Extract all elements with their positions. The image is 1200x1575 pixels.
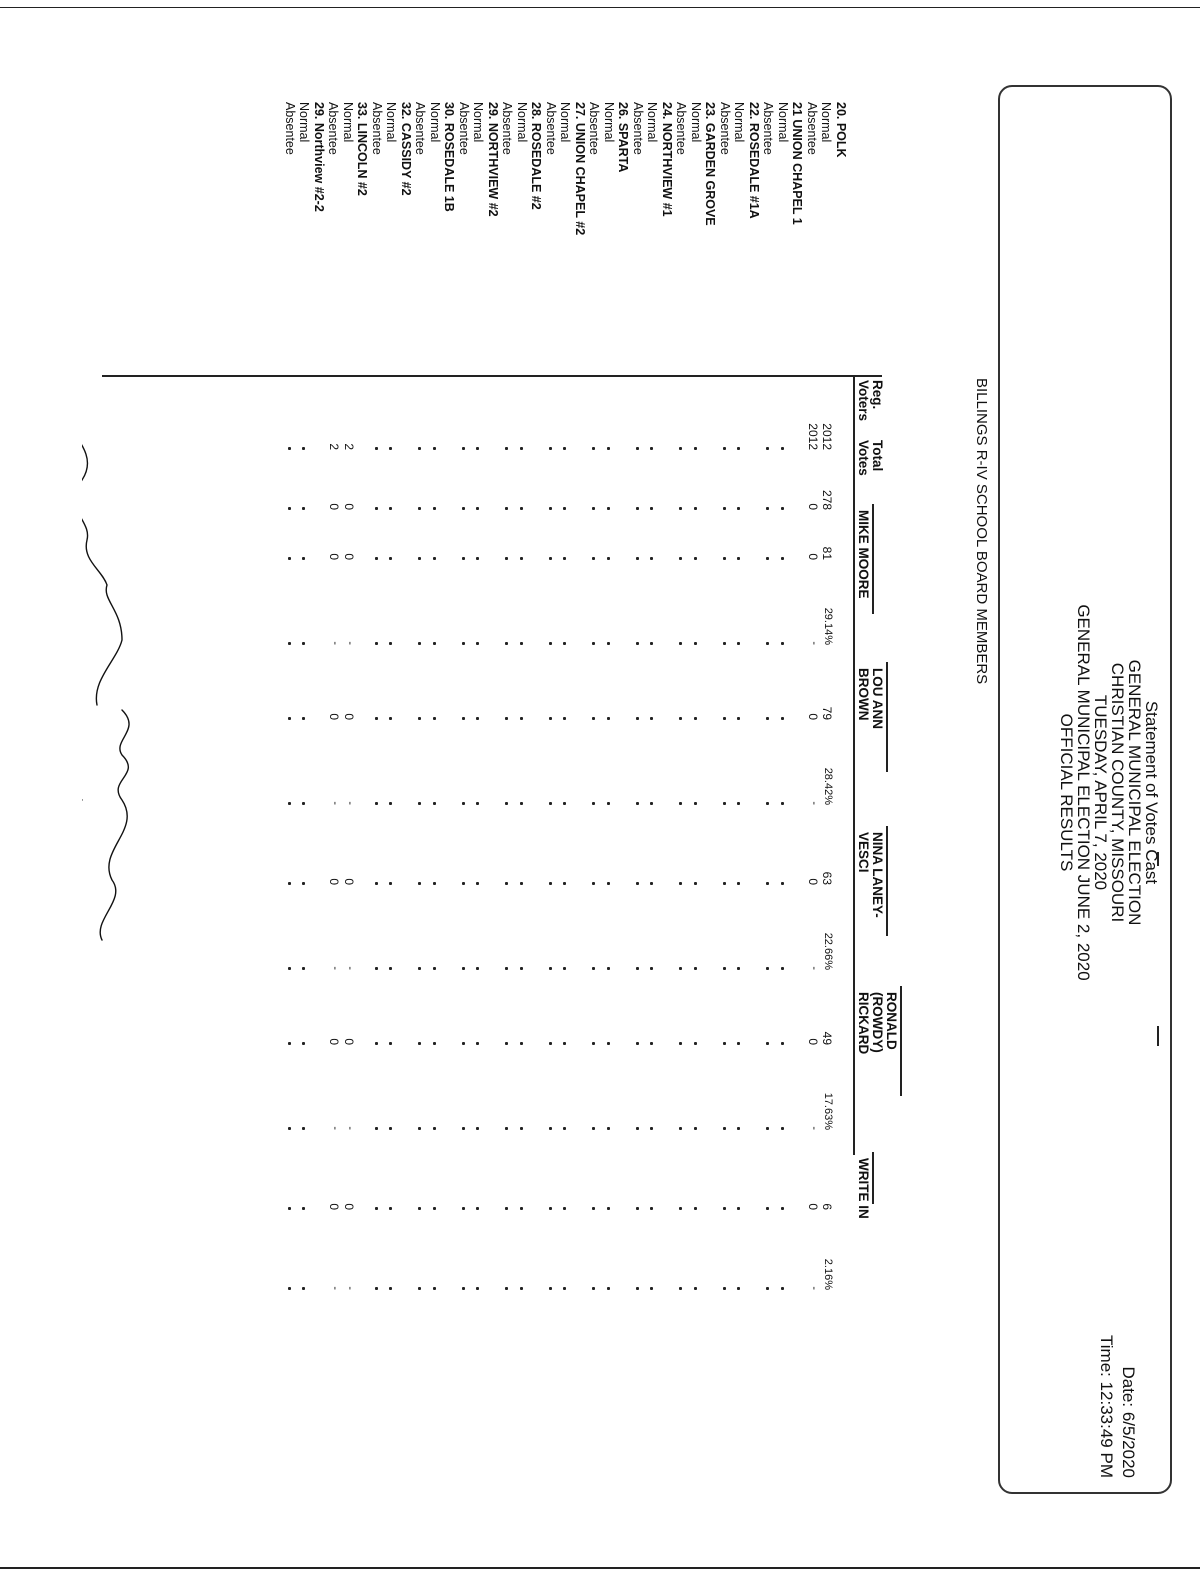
candidate-votes-value: 0 (327, 553, 342, 560)
candidate-percent-value: - (344, 641, 356, 645)
precinct-label: 32. CASSIDY #2 (399, 102, 413, 196)
candidate-percent-value: - (808, 966, 820, 970)
precinct-label: 22. ROSEDALE #1A (747, 102, 761, 219)
vote-type-label: Normal (819, 102, 834, 143)
title-line: GENERAL MUNICIPAL ELECTION JUNE 2, 2020 (1074, 604, 1093, 981)
vote-type-label: Absentee (370, 102, 384, 155)
signature-1 (82, 370, 122, 705)
candidate-percent-value: 28.42% (822, 767, 835, 805)
vote-type-label: Normal (515, 102, 529, 143)
reg-voters-value: 2012 (806, 423, 820, 450)
candidate-percent-value: - (329, 966, 342, 970)
candidate-votes-value: 0 (806, 553, 820, 560)
reg-voters-value: 2012 (820, 423, 835, 450)
candidate-percent-value: 29.14% (822, 607, 835, 645)
signatures (82, 40, 1182, 1540)
vote-type-label: Normal (776, 102, 790, 143)
vote-type-label: Absentee (805, 102, 819, 155)
vote-type-label: Normal (689, 102, 703, 143)
vote-type-label: Normal (428, 102, 442, 143)
vote-type-label: Normal (645, 102, 660, 143)
vote-type-label: Absentee (718, 102, 732, 155)
total-votes-value: 278 (820, 489, 835, 510)
candidate-percent-value: 17.63% (822, 1092, 835, 1130)
candidate-votes-value: 63 (820, 871, 835, 885)
precinct-label: 33. LINCOLN #2 (355, 102, 370, 196)
precinct-label: 23. GARDEN GROVE (703, 102, 718, 226)
precinct-label: 26. SPARTA (616, 102, 631, 173)
vote-type-label: Absentee (283, 102, 297, 155)
vote-type-label: Normal (297, 102, 312, 143)
statement-sheet (82, 40, 1182, 1540)
vote-type-label: Absentee (761, 102, 776, 155)
report-time: Time: 12:33:49 PM (1097, 1335, 1116, 1478)
candidate-percent-value: - (808, 641, 820, 645)
vote-type-label: Normal (732, 102, 747, 143)
title-line: GENERAL MUNICIPAL ELECTION (1125, 659, 1144, 926)
vote-type-label: Absentee (457, 102, 471, 155)
signature-3 (100, 710, 129, 940)
col-total-votes-line: Total (870, 440, 885, 472)
vote-type-label: Normal (384, 102, 399, 143)
vote-type-label: Absentee (500, 102, 515, 155)
candidate-votes-value: 0 (806, 878, 820, 885)
candidate-votes-value: 0 (327, 878, 342, 885)
precinct-label: 29. NORTHVIEW #2 (486, 102, 500, 217)
top-border-line (0, 7, 1200, 8)
candidate-percent-value: - (344, 1126, 356, 1130)
precinct-label: 27. UNION CHAPEL #2 (573, 102, 587, 236)
candidate-votes-value: 0 (327, 1038, 342, 1045)
candidate-percent-value: - (344, 1286, 356, 1290)
total-votes-value: 0 (806, 503, 820, 510)
vote-type-label: Normal (341, 102, 355, 143)
col-reg-voters-line: Reg. (870, 380, 885, 410)
candidate-votes-value: 0 (327, 713, 342, 720)
candidate-percent-value: 2.16% (822, 1258, 835, 1290)
bottom-border-line (0, 1567, 1200, 1569)
col-candidate-line: (ROWDY) (870, 992, 885, 1053)
candidate-votes-value: 0 (342, 1038, 356, 1045)
precinct-label: 28. ROSEDALE #2 (529, 102, 544, 210)
candidate-percent-value: - (329, 801, 342, 805)
vote-type-label: Absentee (631, 102, 645, 155)
vote-type-label: Absentee (674, 102, 689, 155)
col-candidate-line: BROWN (856, 668, 871, 721)
candidate-percent-value: - (808, 801, 820, 805)
candidate-votes-value: 81 (820, 546, 835, 560)
contest-title: BILLINGS R-IV SCHOOL BOARD MEMBERS (973, 378, 990, 685)
col-candidate-line: WRITE IN (856, 1158, 871, 1219)
vote-type-label: Absentee (413, 102, 428, 155)
candidate-votes-value: 0 (806, 1038, 820, 1045)
reg-voters-value: 2 (342, 443, 356, 450)
precinct-label: 24. NORTHVIEW #1 (660, 102, 674, 217)
vote-type-label: Normal (602, 102, 616, 143)
candidate-percent-value: - (344, 801, 356, 805)
candidate-votes-value: 6 (820, 1203, 835, 1210)
precinct-label: 30. ROSEDALE 1B (442, 102, 457, 212)
reg-voters-value: 2 (327, 443, 342, 450)
vote-type-label: Normal (558, 102, 573, 143)
total-votes-value: 0 (342, 503, 356, 510)
title-line: OFFICIAL RESULTS (1057, 713, 1076, 872)
candidate-percent-value: - (329, 641, 342, 645)
candidate-votes-value: 0 (342, 713, 356, 720)
candidate-votes-value: 0 (327, 1203, 342, 1210)
report-date: Date: 6/5/2020 (1119, 1366, 1138, 1478)
candidate-votes-value: 0 (342, 878, 356, 885)
col-candidate-line: VESCI (856, 832, 871, 873)
candidate-votes-value: 0 (806, 713, 820, 720)
candidate-votes-value: 0 (342, 553, 356, 560)
candidate-percent-value: 22.66% (822, 932, 835, 970)
candidate-votes-value: 0 (806, 1203, 820, 1210)
col-candidate-line: RONALD (884, 992, 899, 1050)
total-votes-value: 0 (327, 503, 342, 510)
col-candidate-line: MIKE MOORE (856, 510, 871, 599)
col-candidate-line: RICKARD (856, 992, 871, 1055)
precinct-label: 21 UNION CHAPEL 1 (790, 102, 805, 225)
precinct-label: 20. POLK (834, 102, 848, 158)
candidate-votes-value: 0 (342, 1203, 356, 1210)
col-reg-voters-line: Voters (856, 380, 871, 422)
title-line: TUESDAY, APRIL 7, 2020 (1091, 694, 1110, 891)
title-line: CHRISTIAN COUNTY, MISSOURI (1108, 662, 1127, 923)
col-candidate-line: LOU ANN (870, 668, 885, 729)
vote-type-label: Absentee (544, 102, 558, 155)
candidate-percent-value: - (329, 1286, 342, 1290)
candidate-percent-value: - (344, 966, 356, 970)
col-total-votes-line: Votes (856, 440, 871, 476)
vote-type-label: Normal (471, 102, 486, 143)
candidate-percent-value: - (808, 1286, 820, 1290)
candidate-votes-value: 49 (820, 1031, 835, 1045)
col-candidate-line: NINA LANEY- (870, 832, 885, 918)
candidate-votes-value: 79 (820, 706, 835, 720)
candidate-percent-value: - (329, 1126, 342, 1130)
vote-type-label: Absentee (326, 102, 341, 155)
title-line: Statement of Votes Cast (1142, 700, 1161, 885)
precinct-label: 29. Northview #2-2 (312, 102, 326, 212)
candidate-percent-value: - (808, 1126, 820, 1130)
vote-type-label: Absentee (587, 102, 602, 155)
